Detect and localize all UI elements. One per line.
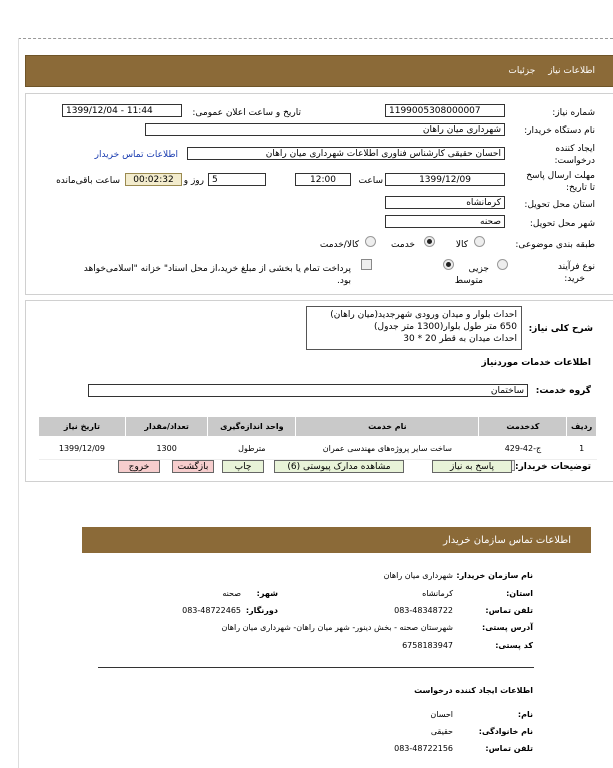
process-label-line2: خرید: [564,274,585,284]
deadline-date-field: 1399/12/09 [385,173,505,186]
deadline-time-field: 12:00 [295,173,351,186]
contact-city-value: صحنه [222,589,241,598]
cell-service-code: ج-42-429 [479,437,567,460]
org-name-value: شهرداری میان راهان [383,571,453,580]
creator-first-name-value: احسان [430,710,453,719]
print-button[interactable]: چاپ [222,460,264,473]
table-row [39,437,597,460]
category-goods-service-label: کالا/خدمت [319,240,359,250]
creator-last-name-label: نام خانوادگی: [478,727,533,736]
cell-service-name: ساخت سایر پروژه‌های مهندسی عمران [296,437,479,460]
col-header-code: کدخدمت [479,417,567,437]
payment-note-line1: پرداخت تمام یا بخشی از مبلغ خرید،از محل اسناد" خزانه "اسلامی‌خواهد [83,264,351,274]
deadline-label-line2: تا تاریخ: [565,183,595,193]
description-textarea [306,306,522,350]
top-dashed-divider [18,38,613,39]
creator-field: احسان حقیقی کارشناس فناوری اطلاعات شهرداری میان راهان [187,147,505,160]
creator-phone-label: تلفن تماس: [485,744,533,753]
process-label-line1: نوع فرآیند [557,262,595,272]
process-minor-label: جزیی [468,264,489,274]
cell-need-date: 1399/12/09 [39,437,126,460]
services-table [38,416,597,460]
treasury-payment-checkbox[interactable] [361,259,372,270]
days-label: روز و [183,176,204,186]
description-line1: احداث بلوار و میدان ورودی شهرجدید(میان راهان) [330,310,517,320]
description-line2: 650 متر طول بلوار(1300 متر جدول) [374,322,517,332]
creator-info-header: اطلاعات ایجاد کننده درخواست [414,686,533,695]
remaining-time-field: 00:02:32 [125,173,182,186]
col-header-row: ردیف [567,417,597,437]
description-line3: احداث میدان به قطر 20 * 30 [403,334,517,344]
city-label: شهر محل تحویل: [529,219,595,229]
process-radio-minor[interactable] [497,259,508,270]
contact-header-title: اطلاعات تماس سازمان خریدار [443,535,571,546]
contact-province-value: کرمانشاه [422,589,453,598]
col-header-qty: تعداد/مقدار [125,417,208,437]
tab-details[interactable]: جزئیات [508,66,536,76]
col-header-date: تاریخ نیاز [39,417,126,437]
deadline-label-line1: مهلت ارسال پاسخ [526,171,595,181]
service-group-label: گروه خدمت: [535,386,591,396]
remaining-label: ساعت باقی‌مانده [56,176,120,186]
exit-button[interactable]: خروج [118,460,160,473]
announce-field: 1399/12/04 - 11:44 [62,104,182,117]
creator-first-name-label: نام: [517,710,533,719]
payment-note-line2: بود. [336,276,351,286]
left-border-line [18,38,19,768]
org-name-label: نام سازمان خریدار: [456,571,533,580]
cell-quantity: 1300 [125,437,208,460]
buyer-org-label: نام دستگاه خریدار: [524,126,595,136]
creator-label-line1: ایجاد کننده [555,144,595,154]
reply-button[interactable]: پاسخ به نیاز [432,460,512,473]
description-label: شرح کلی نیاز: [528,324,593,334]
col-header-name: نام خدمت [296,417,479,437]
need-number-label: شماره نیاز: [552,108,595,118]
buyer-org-field: شهرداری میان راهان [145,123,505,136]
category-radio-goods-service[interactable] [365,236,376,247]
contact-postal-value: 6758183947 [402,641,453,650]
creator-last-name-value: حقیقی [430,727,453,736]
category-goods-label: کالا [455,240,468,250]
province-label: استان محل تحویل: [524,200,595,210]
contact-header-bar [82,527,591,553]
category-radio-goods[interactable] [474,236,485,247]
need-number-field: 1199005308000007 [385,104,505,117]
city-field: صحنه [385,215,505,228]
top-header-bar [25,55,613,87]
process-radio-medium[interactable] [443,259,454,270]
category-service-label: خدمت [391,240,415,250]
contact-fax-value: 083-48722465 [182,606,241,615]
category-label: طبقه بندی موضوعی: [515,240,595,250]
col-header-unit: واحد اندازه‌گیری [208,417,296,437]
services-title: اطلاعات خدمات موردنیاز [481,358,591,368]
creator-phone-value: 083-48722156 [394,744,453,753]
contact-fax-label: دورنگار: [245,606,278,615]
process-medium-label: متوسط [454,276,483,286]
contact-city-label: شهر: [256,589,278,598]
contact-info-link[interactable]: اطلاعات تماس خریدار [94,150,178,160]
category-radio-service[interactable] [424,236,435,247]
contact-province-label: استان: [506,589,533,598]
contact-phone-label: تلفن تماس: [485,606,533,615]
contact-divider [98,667,534,668]
creator-label-line2: درخواست: [554,156,595,166]
time-label: ساعت [358,176,383,186]
cell-row-number: 1 [567,437,597,460]
contact-address-label: آدرس پستی: [482,623,533,632]
announce-label: تاریخ و ساعت اعلان عمومی: [192,108,301,118]
cell-unit: مترطول [208,437,296,460]
province-field: کرمانشاه [385,196,505,209]
tab-need-info[interactable]: اطلاعات نیاز [548,66,595,76]
days-field: 5 [208,173,266,186]
service-group-field: ساختمان [88,384,528,397]
contact-phone-value: 083-48348722 [394,606,453,615]
contact-postal-label: کد پستی: [495,641,533,650]
contact-address-value: شهرستان صحنه - بخش دینور- شهر میان راهان- شهرداری میان راهان [221,623,453,632]
buyer-notes-label: توضیحات خریدار: [515,462,591,472]
view-attachments-button[interactable]: مشاهده مدارک پیوستی (6) [274,460,404,473]
back-button[interactable]: بازگشت [172,460,214,473]
